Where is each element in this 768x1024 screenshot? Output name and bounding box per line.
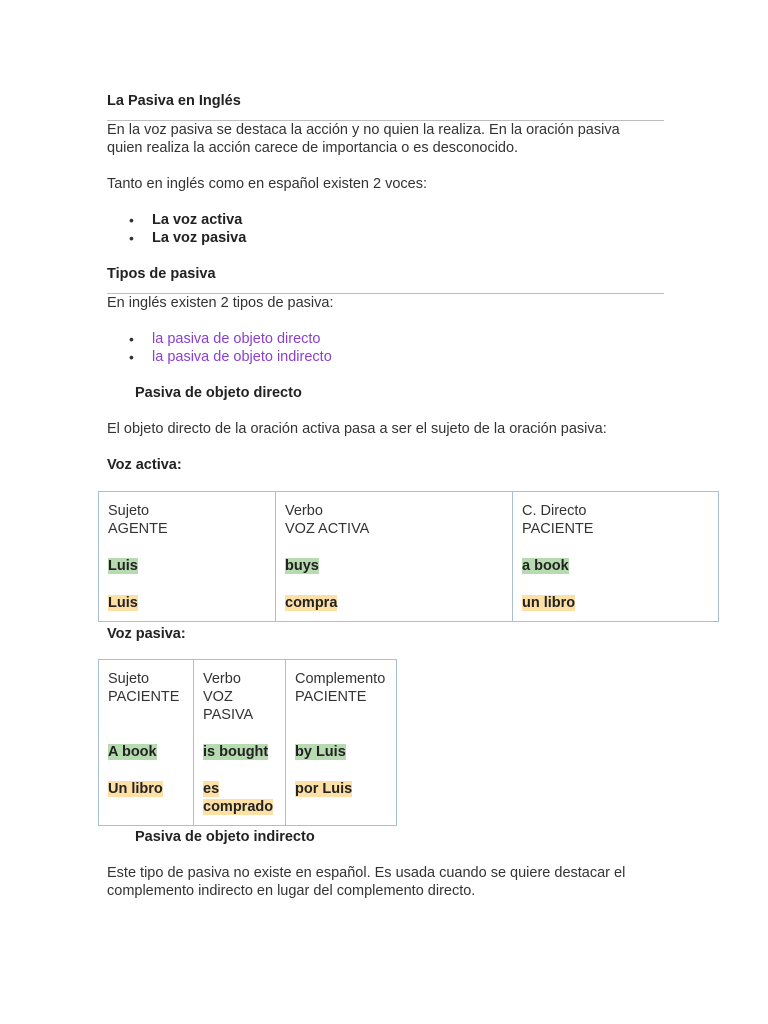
direct-paragraph: El objeto directo de la oración activa pasa a ser el sujeto de la oración pasiva: [107,421,607,437]
voices-list [107,211,246,247]
link-indirect-object[interactable]: la pasiva de objeto indirecto [152,349,332,365]
types-intro: En inglés existen 2 tipos de pasiva: [107,295,334,311]
voices-intro: Tanto en inglés como en español existen 2 voces: [107,176,428,192]
page-title: La Pasiva en Inglés [107,93,241,109]
active-voice-table [98,491,719,622]
passive-label: Voz pasiva: [107,626,186,642]
bullet-icon: • [129,349,134,365]
list-item [107,330,332,348]
list-item: • La voz activa [129,212,243,228]
indirect-heading: Pasiva de objeto indirecto [135,829,315,845]
table-cell: Verbo VOZ PASIVA is bought es comprado [194,660,286,826]
bullet-icon: • [129,331,134,347]
bullet-icon: • [129,230,134,246]
list-item [107,348,332,366]
intro-paragraph: En la voz pasiva se destaca la acción y no quien la realiza. En la oración pasiva quien realiza la acción carece de importancia o es desconocido. [107,122,620,156]
table-cell: Sujeto AGENTE Luis Luis [99,492,276,622]
types-heading: Tipos de pasiva [107,266,216,282]
table-cell: Complemento PACIENTE by Luis por Luis [286,660,397,826]
table-row [99,660,397,826]
list-item: • La voz pasiva [129,230,247,246]
indirect-paragraph: Este tipo de pasiva no existe en español. Es usada cuando se quiere destacar el complemento indirecto en lugar del complemento directo. [107,865,626,899]
active-label: Voz activa: [107,457,182,473]
table-cell: Verbo VOZ ACTIVA buys compra [276,492,513,622]
link-direct-object[interactable]: la pasiva de objeto directo [152,331,321,347]
table-row [99,492,719,622]
bullet-icon: • [129,212,134,228]
table-cell: Sujeto PACIENTE A book Un libro [99,660,194,826]
table-cell: C. Directo PACIENTE a book un libro [513,492,719,622]
passive-voice-table [98,659,397,826]
types-list [107,330,332,366]
direct-heading: Pasiva de objeto directo [135,385,302,401]
